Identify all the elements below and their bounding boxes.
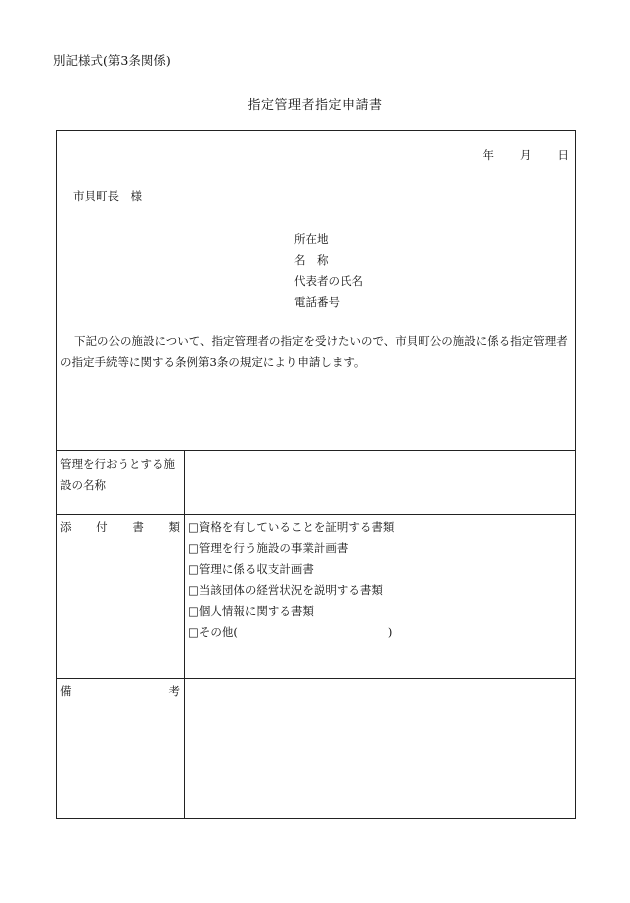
attachment-item: □資格を有していることを証明する書類	[188, 520, 395, 534]
remarks-label	[60, 681, 180, 702]
attachments-label	[60, 517, 180, 538]
divider-facility-top	[57, 450, 575, 451]
other-close: )	[387, 625, 393, 639]
remarks-label-char: 考	[168, 684, 180, 698]
facility-label-line-1: 管理を行おうとする施	[60, 457, 175, 471]
facility-label-line-2: 設の名称	[60, 478, 106, 492]
attachment-item: □管理を行う施設の事業計画書	[188, 541, 349, 555]
date-month-label: 月	[520, 148, 532, 162]
date-line	[483, 147, 570, 163]
attachment-item-other	[188, 622, 394, 643]
form-label: 別記様式(第3条関係)	[53, 53, 171, 68]
document-title: 指定管理者指定申請書	[247, 98, 383, 113]
other-open: □その他(	[188, 625, 238, 639]
applicant-field-phone: 電話番号	[294, 295, 340, 309]
application-form-frame	[56, 130, 576, 819]
attachments-list	[188, 517, 394, 643]
divider-remarks-top	[57, 678, 575, 679]
application-statement	[60, 331, 572, 373]
attachment-item: □管理に係る収支計画書	[188, 562, 314, 576]
applicant-field-representative: 代表者の氏名	[294, 274, 363, 288]
attachments-label-char: 付	[96, 520, 108, 534]
attachment-item: □個人情報に関する書類	[188, 604, 314, 618]
attachments-label-char: 書	[132, 520, 144, 534]
date-day-label: 日	[557, 148, 569, 162]
facility-name-label	[60, 454, 180, 496]
addressee: 市貝町長 様	[73, 189, 142, 203]
remarks-label-char: 備	[60, 684, 72, 698]
applicant-fields	[294, 229, 363, 313]
attachment-item: □当該団体の経営状況を説明する書類	[188, 583, 383, 597]
label-column-divider	[184, 450, 185, 819]
statement-line-2: の指定手続等に関する条例第3条の規定により申請します。	[60, 355, 366, 369]
attachments-label-char: 添	[60, 520, 72, 534]
applicant-field-name: 名 称	[294, 253, 329, 267]
date-year-label: 年	[482, 148, 494, 162]
divider-attachments-top	[57, 514, 575, 515]
attachments-label-char: 類	[168, 520, 180, 534]
applicant-field-address: 所在地	[294, 232, 329, 246]
statement-line-1: 下記の公の施設について、指定管理者の指定を受けたいので、市貝町公の施設に係る指定管理者	[74, 334, 568, 348]
